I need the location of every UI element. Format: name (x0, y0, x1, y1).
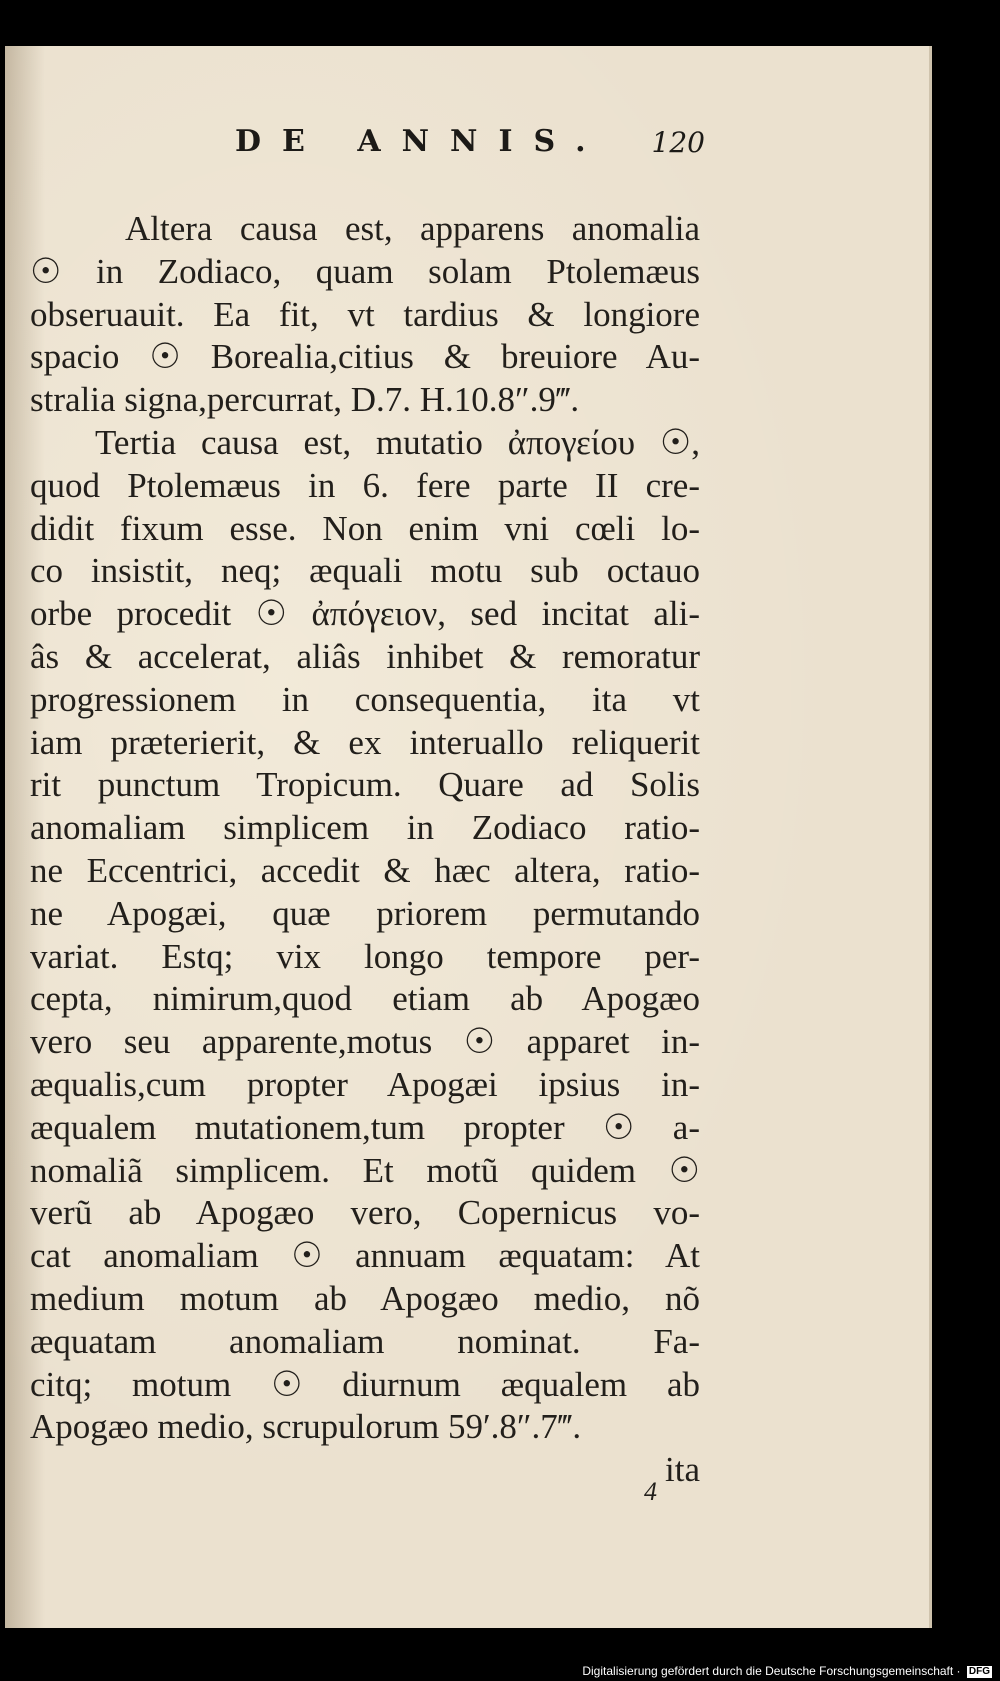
page-header (235, 124, 705, 168)
text-line: spacio ☉ Borealia,citius & breuiore Au- (30, 337, 700, 377)
text-line: iam præterierit, & ex interuallo reliquerit (30, 722, 700, 762)
credit-text: Digitalisierung gefördert durch die Deutsche Forschungsgemeinschaft · (582, 1664, 961, 1678)
text-line: Altera causa est, apparens anomalia (125, 209, 700, 248)
text-line: anomaliam simplicem in Zodiaco ratio- (30, 808, 700, 848)
text-line: ne Apogæi, quæ priorem permutando (30, 893, 700, 933)
text-line: æqualis,cum propter Apogæi ipsius in- (30, 1064, 700, 1104)
text-line: Tertia causa est, mutatio ἀπογείου ☉, (95, 422, 700, 462)
text-line: rit punctum Tropicum. Quare ad Solis (30, 765, 700, 805)
running-title: DE ANNIS. (235, 124, 607, 159)
digitization-credit (582, 1664, 992, 1678)
text-line: ne Eccentrici, accedit & hæc altera, ratio- (30, 850, 700, 890)
text-line: cat anomaliam ☉ annuam æquatam: At (30, 1236, 700, 1276)
text-line: ☉ in Zodiaco, quam solam Ptolemæus (30, 251, 700, 291)
signature-mark: 4 (644, 1477, 657, 1506)
text-line: obseruauit. Ea fit, vt tardius & longiore (30, 294, 700, 334)
text-line: âs & accelerat, aliâs inhibet & remoratur (30, 636, 700, 676)
text-line: didit fixum esse. Non enim vni cœli lo- (30, 508, 700, 548)
text-line: æqualem mutationem,tum propter ☉ a- (30, 1107, 700, 1147)
book-page (5, 46, 932, 1628)
text-line: cepta, nimirum,quod etiam ab Apogæo (30, 979, 700, 1019)
text-line: vero seu apparente,motus ☉ apparet in- (30, 1022, 700, 1062)
text-line: nomaliã simplicem. Et motũ quidem ☉ (30, 1150, 700, 1190)
text-line: co insistit, neq; æquali motu sub octauo (30, 551, 700, 591)
body-text (30, 208, 700, 1492)
text-line: quod Ptolemæus in 6. fere parte II cre- (30, 465, 700, 505)
text-line: Apogæo medio, scrupulorum 59′.8″.7‴. (30, 1407, 582, 1447)
dfg-logo: DFG (968, 1665, 990, 1677)
text-line: æquatam anomaliam nominat. Fa- (30, 1321, 700, 1361)
page-number: 120 (651, 126, 705, 159)
text-line: orbe procedit ☉ ἀπόγειον, sed incitat ali- (30, 594, 700, 634)
text-line: medium motum ab Apogæo medio, nõ (30, 1278, 700, 1318)
text-line: citq; motum ☉ diurnum æqualem ab (30, 1364, 700, 1404)
catchword: ita (665, 1450, 700, 1490)
text-line: verũ ab Apogæo vero, Copernicus vo- (30, 1193, 700, 1233)
text-line: stralia signa,percurrat, D.7. H.10.8″.9‴. (30, 380, 580, 420)
text-line: progressionem in consequentia, ita vt (30, 679, 700, 719)
text-line: variat. Estq; vix longo tempore per- (30, 936, 700, 976)
